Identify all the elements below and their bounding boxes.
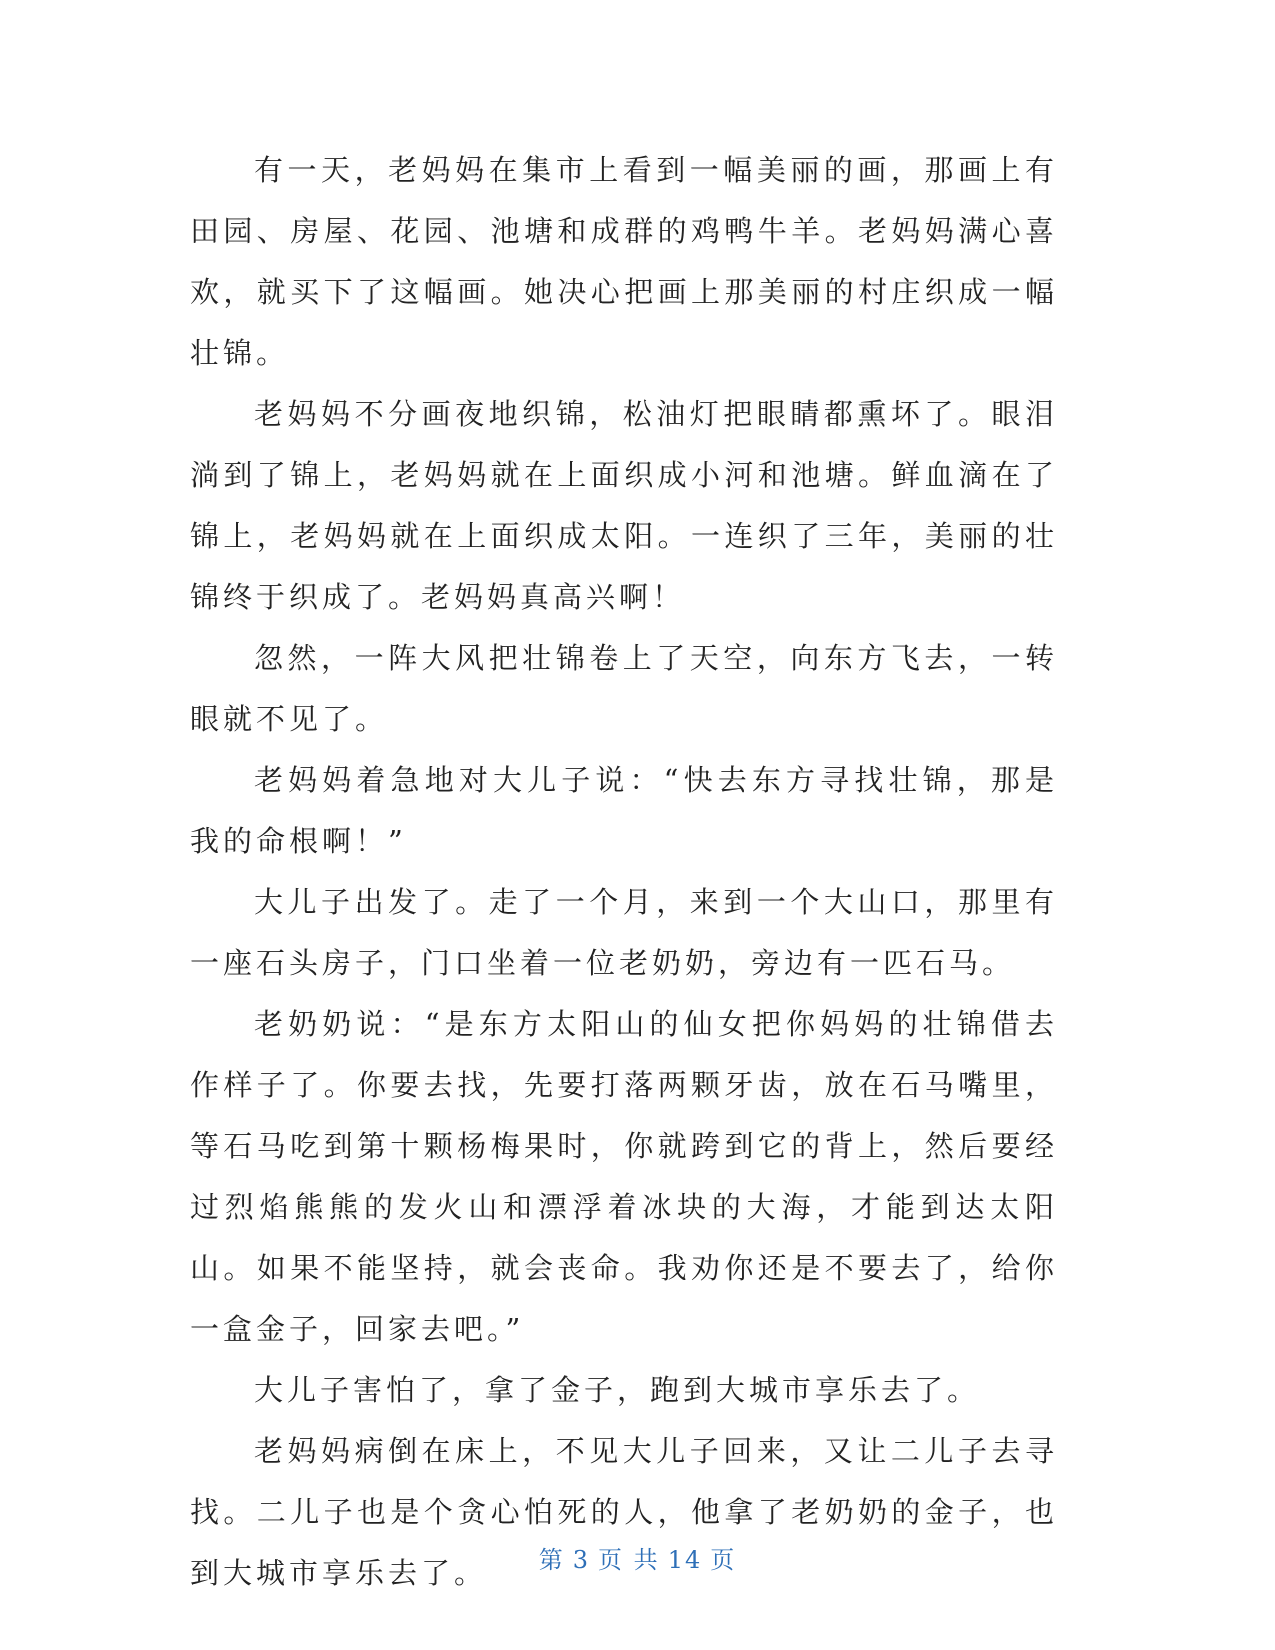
paragraph-6: 老奶奶说：“是东方太阳山的仙女把你妈妈的壮锦借去作样子了。你要去找，先要打落两颗牙齿，放在石马嘴里，等石马吃到第十颗杨梅果时，你就跨到它的背上，然后要经过烈焰熊熊的发火山和漂浮着冰块的大海，才能到达太阳山。如果不能坚持，就会丧命。我劝你还是不要去了，给你一盒金子，回家去吧。” <box>190 1007 1058 1346</box>
footer-prefix: 第 <box>538 1546 565 1574</box>
paragraph-5: 大儿子出发了。走了一个月，来到一个大山口，那里有一座石头房子，门口坐着一位老奶奶，旁边有一匹石马。 <box>190 885 1058 980</box>
footer-middle: 页 共 <box>598 1546 660 1574</box>
footer-total-pages: 14 <box>667 1546 703 1574</box>
paragraph-7: 大儿子害怕了，拿了金子，跑到大城市享乐去了。 <box>254 1373 981 1407</box>
paragraph-1: 有一天，老妈妈在集市上看到一幅美丽的画，那画上有田园、房屋、花园、池塘和成群的鸡鸭牛羊。老妈妈满心喜欢，就买下了这幅画。她决心把画上那美丽的村庄织成一幅壮锦。 <box>190 153 1058 370</box>
page-footer <box>0 1540 1275 1575</box>
paragraph-4: 老妈妈着急地对大儿子说：“快去东方寻找壮锦，那是我的命根啊！” <box>190 763 1058 858</box>
document-body <box>190 140 1058 1604</box>
footer-current-page: 3 <box>572 1546 591 1574</box>
paragraph-3: 忽然，一阵大风把壮锦卷上了天空，向东方飞去，一转眼就不见了。 <box>190 641 1058 736</box>
footer-suffix: 页 <box>710 1546 737 1574</box>
paragraph-8: 老妈妈病倒在床上，不见大儿子回来，又让二儿子去寻找。二儿子也是个贪心怕死的人，他拿了老奶奶的金子，也到大城市享乐去了。 <box>190 1434 1058 1590</box>
paragraph-2: 老妈妈不分画夜地织锦，松油灯把眼睛都熏坏了。眼泪淌到了锦上，老妈妈就在上面织成小河和池塘。鲜血滴在了锦上，老妈妈就在上面织成太阳。一连织了三年，美丽的壮锦终于织成了。老妈妈真高兴啊！ <box>190 397 1058 614</box>
